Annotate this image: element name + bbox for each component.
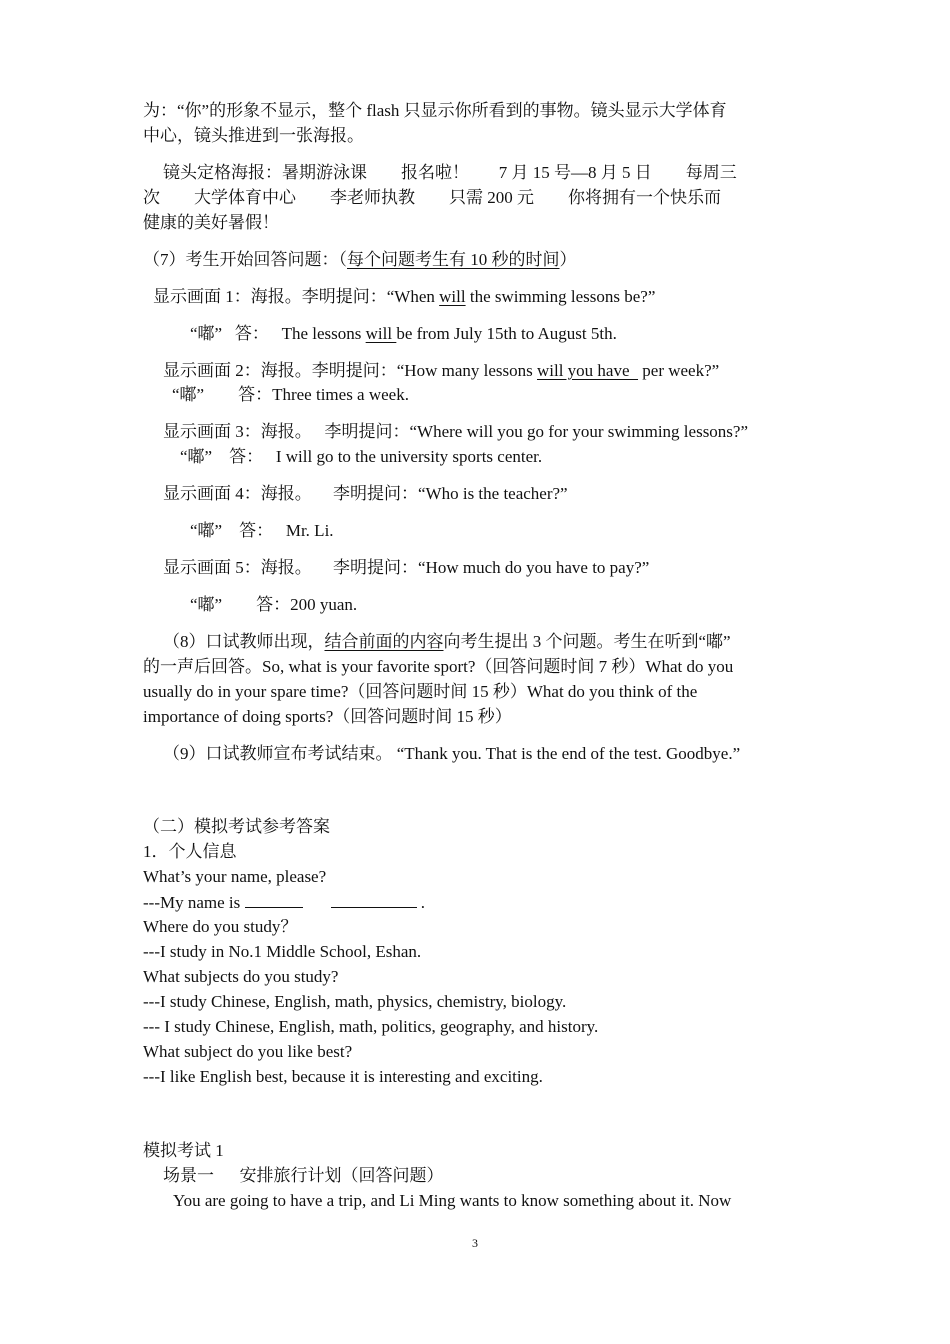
answer-line-7: --- I study Chinese, English, math, politics, geography, and history. (143, 1017, 599, 1036)
poster-line-1: 镜头定格海报：暑期游泳课 报名啦！ 7 月 15 号—8 月 5 日 每周三 (163, 163, 737, 182)
mock-test-intro: You are going to have a trip, and Li Ming wants to know something about it. Now (173, 1191, 732, 1210)
answer-line-8: What subject do you like best? (143, 1042, 353, 1061)
intro-line-1: 为：“你”的形象不显示，整个 flash 只显示你所看到的事物。镜头显示大学体育 (143, 101, 727, 120)
section-2-subheading: 1．个人信息 (143, 842, 237, 861)
question-5: 显示画面 5：海报。 李明提问：“How much do you have to pay?” (163, 558, 650, 577)
poster-line-3: 健康的美好暑假！ (143, 213, 279, 232)
step-7-heading: （7）考生开始回答问题：（每个问题考生有 10 秒的时间） (143, 250, 577, 269)
answer-5: “嘟” 答：200 yuan. (190, 595, 358, 614)
name-blank-1 (245, 891, 303, 908)
answer-line-5: What subjects do you study? (143, 967, 339, 986)
answer-3: “嘟” 答： I will go to the university sports center. (180, 447, 543, 466)
name-blank-2 (331, 891, 417, 908)
answer-1: “嘟” 答： The lessons will be from July 15th to August 5th. (190, 324, 617, 343)
answer-2: “嘟” 答：Three times a week. (172, 385, 409, 404)
answer-4: “嘟” 答： Mr. Li. (190, 521, 334, 540)
answer-line-6: ---I study Chinese, English, math, physics, chemistry, biology. (143, 992, 567, 1011)
question-1: 显示画面 1：海报。李明提问：“When will the swimming lessons be?” (153, 287, 656, 306)
step-9: （9）口试教师宣布考试结束。 “Thank you. That is the end of the test. Goodbye.” (163, 744, 741, 763)
mock-test-scene: 场景一 安排旅行计划（回答问题） (163, 1166, 444, 1185)
answer-line-4: ---I study in No.1 Middle School, Eshan. (143, 942, 422, 961)
page-number: 3 (472, 1236, 478, 1250)
question-3: 显示画面 3：海报。 李明提问：“Where will you go for your swimming lessons?” (163, 422, 749, 441)
step-8-line-3: usually do in your spare time?（回答问题时间 15 秒）What do you think of the (143, 682, 698, 701)
poster-line-2: 次 大学体育中心 李老师执教 只需 200 元 你将拥有一个快乐而 (143, 188, 721, 207)
mock-test-title: 模拟考试 1 (143, 1141, 224, 1160)
answer-line-2: ---My name is . (143, 893, 426, 912)
section-2-heading: （二）模拟考试参考答案 (143, 817, 330, 836)
answer-line-1: What’s your name, please? (143, 867, 327, 886)
step-8-line-4: importance of doing sports?（回答问题时间 15 秒） (143, 707, 512, 726)
step-8-line-1: （8）口试教师出现，结合前面的内容向考生提出 3 个问题。考生在听到“嘟” (163, 632, 731, 651)
question-4: 显示画面 4：海报。 李明提问：“Who is the teacher?” (163, 484, 568, 503)
intro-line-2: 中心，镜头推进到一张海报。 (143, 126, 364, 145)
answer-line-9: ---I like English best, because it is interesting and exciting. (143, 1067, 543, 1086)
question-2: 显示画面 2：海报。李明提问：“How many lessons will you have per week?” (163, 361, 720, 380)
answer-line-3: Where do you study？ (143, 917, 298, 936)
step-8-line-2: 的一声后回答。So, what is your favorite sport?（回答问题时间 7 秒）What do you (143, 657, 734, 676)
